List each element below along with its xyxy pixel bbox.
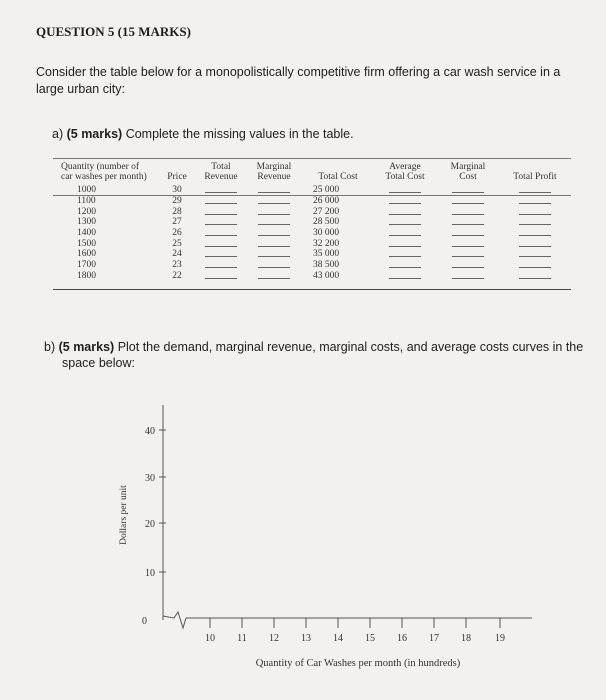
header-average-total-cost-line1: Average — [389, 162, 421, 172]
header-total-revenue-line1: Total — [211, 162, 231, 172]
cell-total-cost: 32 200 — [313, 238, 340, 249]
y-tick-label: 10 — [145, 568, 155, 579]
x-tick-label: 10 — [205, 633, 215, 644]
cell-price: 28 — [172, 206, 182, 217]
y-axis-label: Dollars per unit — [119, 485, 129, 545]
axis-break-mark — [163, 612, 186, 628]
cell-quantity: 1100 — [77, 196, 96, 207]
cell-quantity: 1300 — [77, 217, 96, 228]
origin-label: 0 — [142, 616, 147, 627]
header-marginal-cost-line2: Cost — [459, 172, 477, 182]
cell-price: 27 — [172, 217, 182, 228]
cell-total-cost: 27 200 — [313, 206, 340, 217]
x-tick-label: 19 — [495, 633, 505, 644]
cell-quantity: 1700 — [77, 260, 96, 271]
cell-total-cost: 25 000 — [313, 185, 340, 196]
x-tick-label: 13 — [301, 633, 311, 644]
cell-total-cost: 30 000 — [313, 228, 340, 239]
cell-price: 23 — [172, 260, 182, 271]
x-tick-label: 15 — [365, 633, 375, 644]
cell-quantity: 1500 — [77, 238, 96, 249]
cell-quantity: 1800 — [77, 270, 96, 281]
header-quantity-line1: Quantity (number of — [61, 162, 140, 172]
x-tick-label: 16 — [397, 633, 407, 644]
header-average-total-cost-line2: Total Cost — [385, 172, 425, 182]
cell-total-cost: 35 000 — [313, 249, 340, 260]
part-a-text: Complete the missing values in the table. — [125, 127, 354, 141]
cell-price: 25 — [172, 238, 182, 249]
cell-total-cost: 26 000 — [313, 196, 340, 207]
cell-total-cost: 38 500 — [313, 260, 340, 271]
header-quantity-line2: car washes per month) — [61, 172, 147, 182]
part-b-label: b) — [44, 340, 56, 354]
header-total-cost: Total Cost — [318, 172, 358, 182]
y-tick-label: 20 — [145, 519, 155, 530]
x-tick-label: 11 — [237, 633, 247, 644]
cell-quantity: 1200 — [77, 206, 96, 217]
y-tick-label: 30 — [145, 473, 155, 484]
header-marginal-revenue-line1: Marginal — [256, 162, 292, 172]
y-tick-label: 40 — [145, 426, 155, 437]
header-total-profit: Total Profit — [513, 172, 557, 182]
header-marginal-revenue-line2: Revenue — [257, 172, 291, 182]
cell-quantity: 1000 — [77, 185, 96, 196]
x-tick-label: 17 — [429, 633, 439, 644]
cell-price: 22 — [172, 270, 182, 281]
cell-total-cost: 43 000 — [313, 270, 340, 281]
header-total-revenue-line2: Revenue — [204, 172, 238, 182]
cell-total-cost: 28 500 — [313, 217, 340, 228]
cell-quantity: 1400 — [77, 228, 96, 239]
x-tick-label: 14 — [333, 633, 343, 644]
header-marginal-cost-line1: Marginal — [450, 162, 486, 172]
cell-price: 24 — [172, 249, 182, 260]
cell-price: 30 — [172, 185, 182, 196]
question-heading: QUESTION 5 (15 MARKS) — [36, 24, 191, 39]
part-a-marks: (5 marks) — [66, 127, 123, 141]
part-b-text-line2: space below: — [62, 356, 135, 370]
cell-price: 26 — [172, 228, 182, 239]
cell-price: 29 — [172, 196, 182, 207]
question-intro: Consider the table below for a monopolistically competitive firm offering a car wash service in a large urban city: — [36, 65, 561, 96]
part-b-text-line1: Plot the demand, marginal revenue, marginal costs, and average costs curves in the — [117, 340, 584, 354]
part-b-marks: (5 marks) — [58, 340, 115, 354]
part-a-label: a) — [52, 127, 64, 141]
x-axis-label: Quantity of Car Washes per month (in hundreds) — [255, 658, 461, 669]
x-tick-label: 12 — [269, 633, 279, 644]
x-tick-label: 18 — [461, 633, 471, 644]
header-price: Price — [167, 172, 187, 182]
cell-quantity: 1600 — [77, 249, 96, 260]
